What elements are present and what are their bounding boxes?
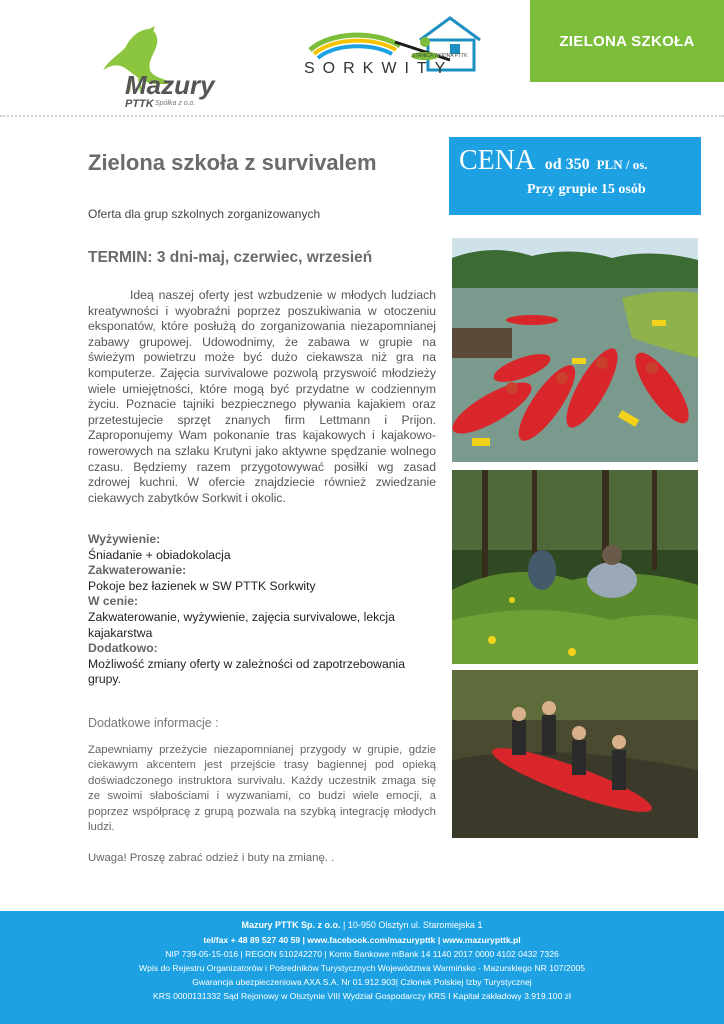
cena-label: CENA: [459, 145, 534, 176]
sorkwity-logo: [300, 10, 490, 82]
price-line: [459, 145, 648, 181]
termin-heading: TERMIN: 3 dni-maj, czerwiec, wrzesień: [88, 249, 373, 266]
page-subtitle: Oferta dla grup szkolnych zorganizowanych: [88, 207, 321, 221]
logo-mazury-text: Mazury: [125, 70, 215, 100]
additional-info-text: Zapewniamy przeżycie niezapomnianej przygody w grupie, gdzie ciekawym akcentem jest przejście trasy bagiennej pod opieką doświadczonego instruktora survivalu. Każdy uczestnik zmaga się ze swoimi słabościami i wyzwaniami, co budzi wiele emocji, a poprzez współpracę z grupą pozwala na szybką integrację młodych ludzi.: [88, 744, 436, 834]
stay-value: Pokoje bez łazienek w SW PTTK Sorkwity: [88, 578, 316, 593]
stanica-text: STANICA WODNA PTTK: [412, 53, 468, 59]
offer-details: [88, 532, 428, 688]
price-group-note: Przy grupie 15 osób: [527, 182, 646, 197]
footer-nip-line: NIP 739-05-15-016 | REGON 510242270 | Konto Bankowe mBank 14 1140 2017 0000 4102 0432 7326: [165, 949, 559, 959]
food-label: Wyżywienie:: [88, 532, 161, 546]
footer-insurance-line: Gwarancja ubezpieczeniowa AXA S.A. Nr 01.912.903| Członek Polskiej Izby Turystycznej: [192, 977, 532, 987]
additional-info-heading: Dodatkowe informacje :: [88, 716, 219, 730]
page-title: Zielona szkoła z survivalem: [88, 150, 377, 175]
extra-value: Możliwość zmiany oferty w zależności od zapotrzebowania grupy.: [88, 656, 406, 687]
sorkwity-text: SORKWITY: [304, 60, 454, 77]
zielona-szkola-badge: [530, 0, 724, 82]
stay-label: Zakwaterowanie:: [88, 563, 187, 578]
footer-register-line: Wpis do Rejestru Organizatorów i Pośredników Turystycznych Województwa Warmińsko - Mazurskiego NR 107/2005: [138, 963, 586, 973]
footer-company-name: Mazury PTTK Sp. z o.o.: [241, 920, 341, 930]
logo-spolka-text: Spółka z o.o.: [155, 100, 196, 107]
price-box: [449, 137, 701, 215]
forest-photo: [452, 470, 698, 664]
footer-address: | 10-950 Olsztyn ul. Staromiejska 1: [340, 920, 483, 930]
mazury-pttk-logo: [95, 18, 235, 113]
included-value: Zakwaterowanie, wyżywienie, zajęcia survivalowe, lekcja kajakarstwa: [88, 609, 395, 640]
clothing-note: Uwaga! Proszę zabrać odzież i buty na zmianę. .: [88, 852, 335, 864]
price-value: od 350: [544, 156, 590, 173]
food-value: Śniadanie + obiadokolacja: [88, 547, 231, 562]
footer-company-line: [0, 920, 724, 930]
header-divider: [0, 115, 724, 117]
group-kayak-photo: [452, 670, 698, 838]
included-label: W cenie:: [88, 594, 139, 609]
extra-label: Dodatkowo:: [88, 641, 158, 656]
intro-paragraph: Ideą naszej oferty jest wzbudzenie w młodych ludziach kreatywności i wyobraźni poprzez poszukiwania w otoczeniu eksponatów, które posłużą do zorganizowania niezapomnianej zabawy grupowej. Udowodnimy, że zabawa w grupie na świeżym powietrzu może być dużo ciekawsza niż gra na komputerze. Zajęcia survivalowe pozwolą przyswoić młodzieży wiele umiejętności, które mogą być przydatne w codziennym życiu. Poznacie tajniki bezpiecznego pływania kajakiem oraz przetestujecie sprzęt znanych firm Lettmann i Prijon. Zaproponujemy Wam pokonanie tras kajakowych i kajakowo-rowerowych na szlaku Krutyni jako aktywne spędzanie wolnego czasu. Będziemy razem przygotowywać posiłki wg zasad zdrowej kuchni. W ofercie znajdziecie również zwiedzanie ciekawych zabytków Sorkwit i okolic.: [88, 288, 436, 505]
kayaks-photo: [452, 238, 698, 462]
footer-krs-line: KRS 0000131332 Sąd Rejonowy w Olsztynie VIII Wydział Gospodarczy KRS I Kapitał zakładowy 3.919.100 zł: [153, 991, 571, 1001]
footer-contact-line: tel/fax + 48 89 527 40 59 | www.facebook.com/mazurypttk | www.mazurypttk.pl: [203, 935, 521, 945]
badge-label: ZIELONA SZKOŁA: [559, 32, 695, 50]
logo-pttk-text: PTTK: [125, 98, 154, 110]
footer: [0, 911, 724, 1024]
price-unit: PLN / os.: [596, 157, 648, 172]
